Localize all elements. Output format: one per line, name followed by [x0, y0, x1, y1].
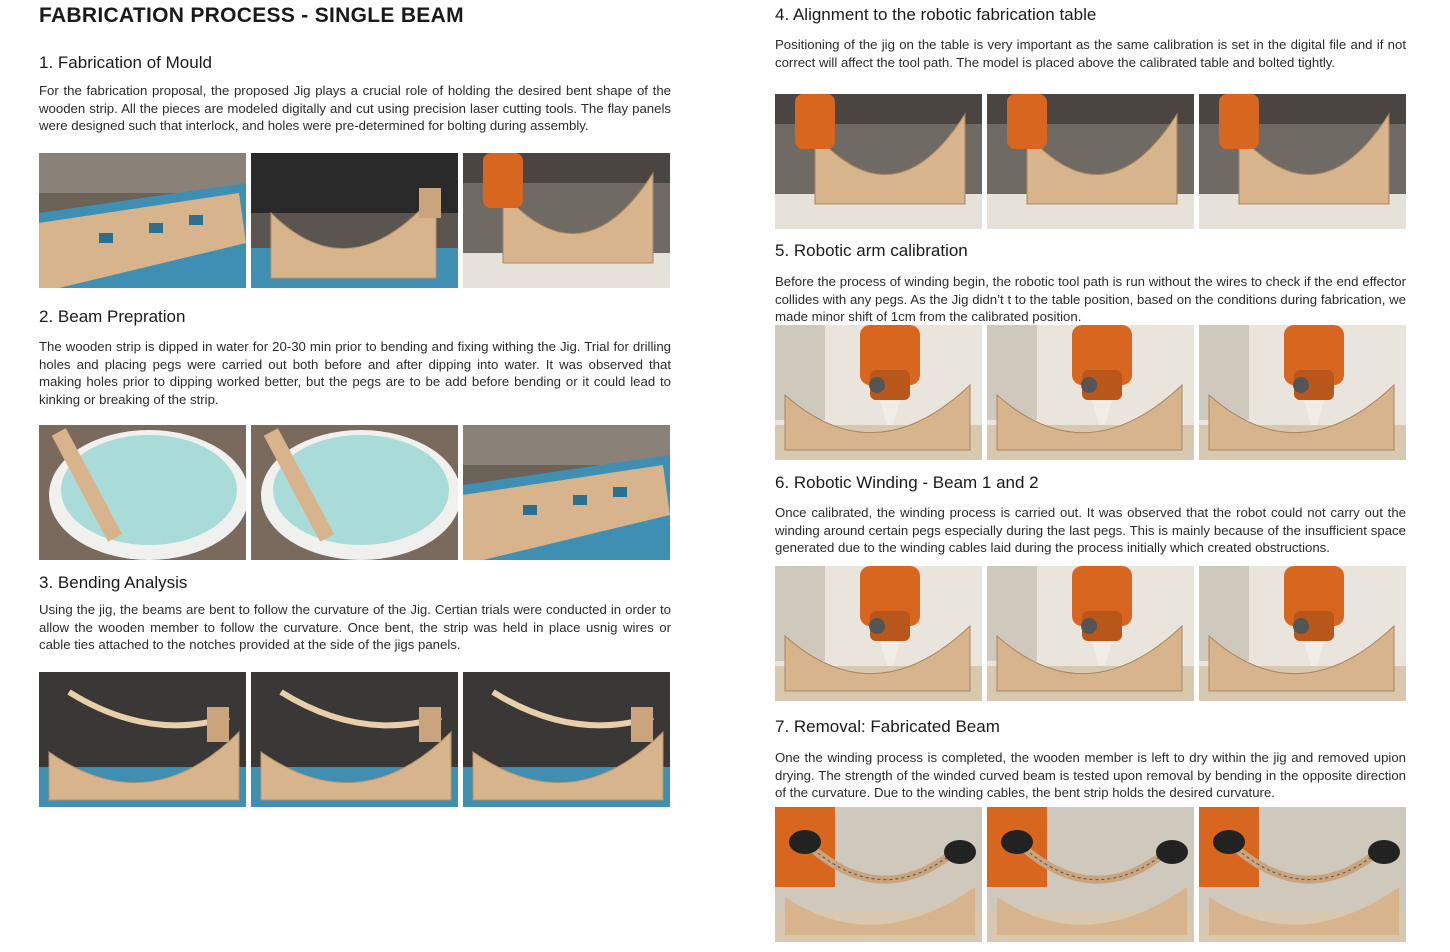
section-5-body: Before the process of winding begin, the robotic tool path is run without the wires to check if the end effector collides with any pegs. As the Jig didn’t t to the table position, based on the conditions during fabrication, we made minor shift of 1cm from the calibrated position.: [775, 274, 1406, 325]
photo-beam-2: [251, 425, 458, 560]
photo-mould-3: [463, 153, 670, 288]
section-6-body: Once calibrated, the winding process is carried out. It was observed that the robot could not carry out the winding around certain pegs especially during the last pegs. This is mainly because of the insufficient space generated due to the winding cables laid during the process initially which created obstructions.: [775, 505, 1406, 556]
section-1-heading: 1. Fabrication of Mould: [39, 53, 212, 72]
section-2-body: The wooden strip is dipped in water for 20-30 min prior to bending and fixing withing the Jig. Trial for drilling holes and placing pegs were carried out both before and after dipping into water. It was observed that making holes prior to dipping worked better, but the pegs are to be add before bending or it could lead to kinking or breaking of the strip.: [39, 339, 671, 407]
page-title: FABRICATION PROCESS - SINGLE BEAM: [39, 4, 464, 27]
section-5-heading: 5. Robotic arm calibration: [775, 241, 968, 260]
photo-removal-2: [987, 807, 1194, 942]
photo-calib-3: [1199, 325, 1406, 460]
photo-align-1: [775, 94, 982, 229]
photo-calib-1: [775, 325, 982, 460]
photo-bend-3: [463, 672, 670, 807]
section-4-body: Positioning of the jig on the table is very important as the same calibration is set in the digital file and if not correct will affect the tool path. The model is placed above the calibrated table and bolted tightly.: [775, 37, 1406, 70]
section-4-heading: 4. Alignment to the robotic fabrication table: [775, 5, 1097, 24]
section-5-photos: [775, 325, 1406, 460]
photo-removal-1: [775, 807, 982, 942]
photo-align-3: [1199, 94, 1406, 229]
photo-wind-1: [775, 566, 982, 701]
section-3-heading: 3. Bending Analysis: [39, 573, 188, 592]
section-6-photos: [775, 566, 1406, 701]
section-7-body: One the winding process is completed, the wooden member is left to dry within the jig and removed upion drying. The strength of the winded curved beam is tested upon removal by bending in the opposite direction of the curvature. Due to the winding cables, the bent strip holds the desired curvature.: [775, 750, 1406, 801]
photo-beam-3: [463, 425, 670, 560]
photo-wind-3: [1199, 566, 1406, 701]
photo-bend-2: [251, 672, 458, 807]
section-1-photos: [39, 153, 670, 288]
photo-bend-1: [39, 672, 246, 807]
section-3-photos: [39, 672, 670, 807]
photo-align-2: [987, 94, 1194, 229]
photo-calib-2: [987, 325, 1194, 460]
section-7-heading: 7. Removal: Fabricated Beam: [775, 717, 1000, 736]
section-6-heading: 6. Robotic Winding - Beam 1 and 2: [775, 473, 1039, 492]
section-3-body: Using the jig, the beams are bent to follow the curvature of the Jig. Certian trials were conducted in order to allow the wooden member to follow the curvature. Once bent, the strip was held in place usnig wires or cable ties attached to the notches provided at the side of the jigs panels.: [39, 602, 671, 653]
section-4-photos: [775, 94, 1406, 229]
section-2-heading: 2. Beam Prepration: [39, 307, 186, 326]
section-1-body: For the fabrication proposal, the proposed Jig plays a crucial role of holding the desired bent shape of the wooden strip. All the pieces are modeled digitally and cut using precision laser cutting tools. The flay panels were designed such that interlock, and holes were pre-determined for bolting during assembly.: [39, 83, 671, 134]
photo-wind-2: [987, 566, 1194, 701]
photo-mould-1: [39, 153, 246, 288]
photo-mould-2: [251, 153, 458, 288]
section-7-photos: [775, 807, 1406, 942]
section-2-photos: [39, 425, 670, 560]
photo-beam-1: [39, 425, 246, 560]
photo-removal-3: [1199, 807, 1406, 942]
